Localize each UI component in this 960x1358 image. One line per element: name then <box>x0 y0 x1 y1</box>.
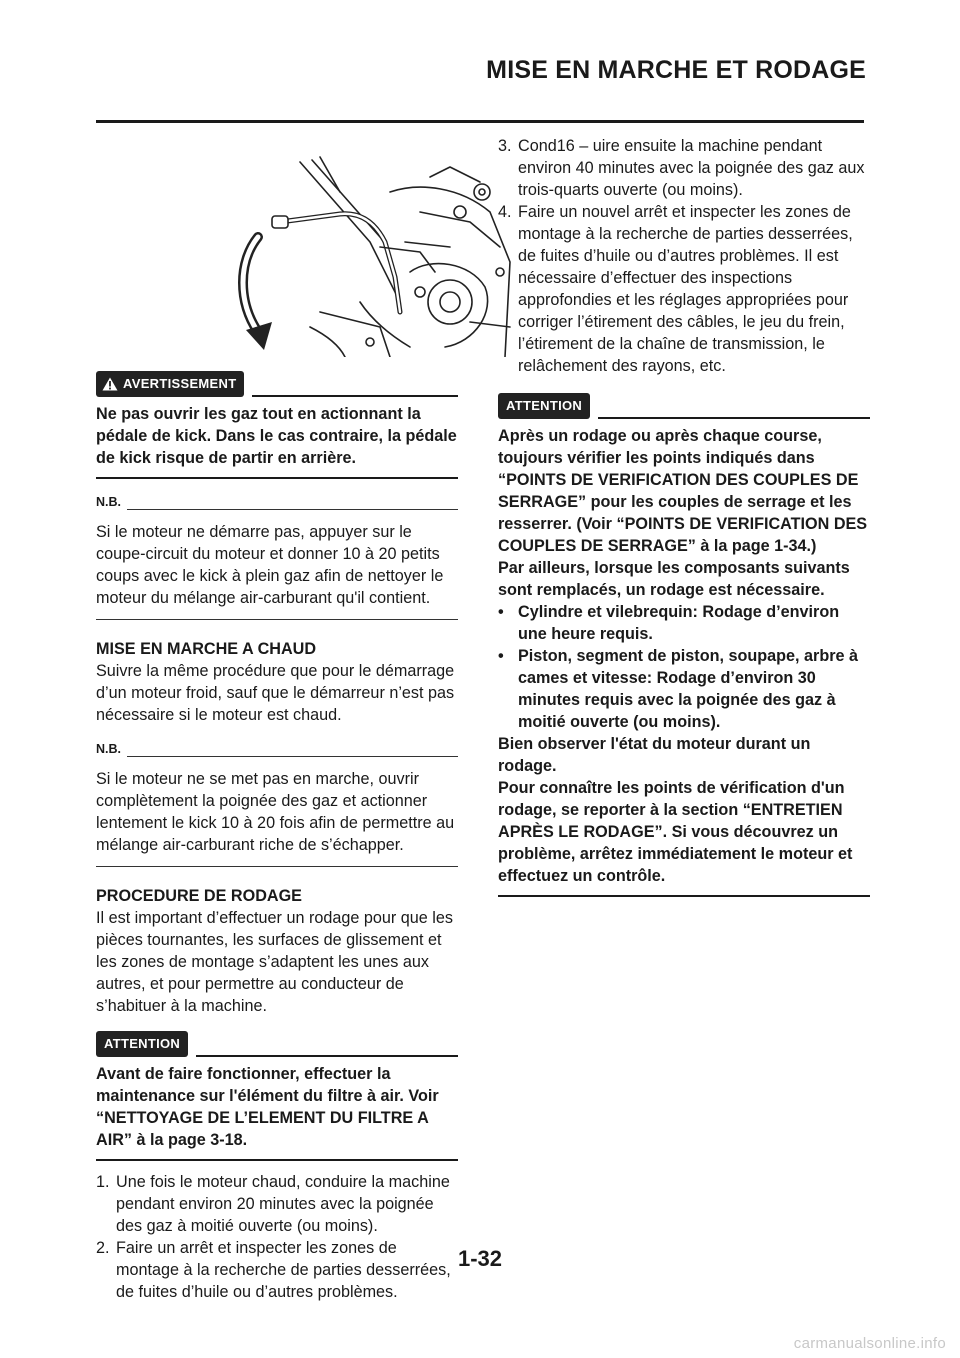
note-header <box>96 738 458 760</box>
section-title-break-in: PROCEDURE DE RODAGE <box>96 887 302 905</box>
warning-header <box>96 371 458 397</box>
step-number: 1. <box>96 1173 110 1191</box>
attention-badge: ATTENTION <box>498 393 590 419</box>
warning-triangle-icon <box>102 377 118 391</box>
break-in-steps <box>96 1171 458 1303</box>
attention-paragraph: Par ailleurs, lorsque les composants suivants sont remplacés, un rodage est nécessaire. <box>498 559 850 599</box>
list-item <box>498 601 870 645</box>
step-text: Faire un arrêt et inspecter les zones de montage à la recherche de parties desserrées, de fuites d’huile ou d’autres problèmes. <box>116 1239 451 1301</box>
note-end-rule <box>96 866 458 867</box>
attention-header <box>498 393 870 419</box>
note-header <box>96 491 458 513</box>
bullet-symbol: • <box>498 603 504 621</box>
attention-badge: ATTENTION <box>96 1031 188 1057</box>
note-rule <box>127 756 458 757</box>
attention-paragraph: Bien observer l'état du moteur durant un rodage. <box>498 735 811 775</box>
attention-end-rule <box>96 1159 458 1161</box>
warm-start-text: Suivre la même procédure que pour le démarrage d’un moteur froid, sauf que le démarreur n’est pas nécessaire si le moteur est chaud. <box>96 662 455 724</box>
attention-header <box>96 1031 458 1057</box>
step-number: 3. <box>498 137 512 155</box>
attention-rule <box>196 1055 458 1057</box>
watermark: carmanualsonline.info <box>793 1335 946 1352</box>
section-title-warm-start: MISE EN MARCHE A CHAUD <box>96 640 317 658</box>
right-column <box>498 135 870 897</box>
step-number: 4. <box>498 203 512 221</box>
attention-end-rule <box>498 895 870 897</box>
step-text: Faire un nouvel arrêt et inspecter les zones de montage à la recherche de parties desserrées, de fuites d’huile ou d’autres problèmes. Il est nécessaire d’effectuer des inspections approfondies et les réglages appropriées pour corriger l’étirement des câbles, le jeu du frein, l’étirement de la chaîne de transmission, le relâchement des rayons, etc. <box>518 203 853 375</box>
warning-text: Ne pas ouvrir les gaz tout en actionnant la pédale de kick. Dans le cas contraire, la pédale de kick risque de partir en arrière. <box>96 405 457 467</box>
list-item <box>498 645 870 733</box>
warning-end-rule <box>96 477 458 479</box>
break-in-steps-continued <box>498 135 870 377</box>
note-label: N.B. <box>96 495 121 509</box>
page-title: MISE EN MARCHE ET RODAGE <box>486 56 866 84</box>
break-in-text: Il est important d’effectuer un rodage pour que les pièces tournantes, les surfaces de glissement et les zones de montage s’adaptent les unes aux autres, et pour permettre au conducteur de s’habituer à la machine. <box>96 909 453 1015</box>
step-text: Cond16 – uire ensuite la machine pendant environ 40 minutes avec la poignée des gaz aux trois-quarts ouverte (ou moins). <box>518 137 865 199</box>
list-item <box>498 201 870 377</box>
note-text: Si le moteur ne se met pas en marche, ouvrir complètement la poignée des gaz et actionner lentement le kick 10 à 20 fois afin de permettre au mélange air-carburant riche de s’échapper. <box>96 770 455 854</box>
bullet-text: Piston, segment de piston, soupape, arbre à cames et vitesse: Rodage d’environ 30 minutes requis avec la poignée des gaz à moitié ouverte (ou moins). <box>518 647 859 731</box>
note-end-rule <box>96 619 458 620</box>
list-item <box>498 135 870 201</box>
attention-rule <box>598 417 870 419</box>
warning-label: AVERTISSEMENT <box>123 376 237 391</box>
attention-text: Avant de faire fonctionner, effectuer la maintenance sur l'élément du filtre à air. Voir “NETTOYAGE DE L’ELEMENT DU FILTRE A AIR” à la page 3-18. <box>96 1065 439 1149</box>
bullet-symbol: • <box>498 647 504 665</box>
kick-pedal-illustration <box>220 152 520 357</box>
note-rule <box>127 509 458 510</box>
attention-paragraph: Après un rodage ou après chaque course, toujours vérifier les points indiqués dans “POINTS DE VERIFICATION DES COUPLES DE SERRAGE” pour les couples de serrage et les resserrer. (Voir “POINTS DE VERIFICATION DES COUPLES DE SERRAGE” à la page 1-34.) <box>498 427 868 555</box>
page-number: 1-32 <box>457 1246 503 1271</box>
warning-rule <box>252 395 458 397</box>
warning-badge <box>96 371 244 397</box>
header-rule <box>96 120 864 123</box>
attention-text-block <box>498 425 870 887</box>
list-item <box>96 1171 458 1237</box>
bullet-text: Cylindre et vilebrequin: Rodage d’environ une heure requis. <box>518 603 840 643</box>
note-text: Si le moteur ne démarre pas, appuyer sur le coupe-circuit du moteur et donner 10 à 20 petits coups avec le kick à plein gaz afin de nettoyer le moteur du mélange air-carburant qu'il contient. <box>96 523 444 607</box>
attention-paragraph: Pour connaître les points de vérification d'un rodage, se reporter à la section “ENTRETIEN APRÈS LE RODAGE”. Si vous découvrez un problème, arrêtez immédiatement le moteur et effectuez un contrôle. <box>498 779 853 885</box>
step-number: 2. <box>96 1239 110 1257</box>
left-column <box>96 132 458 1303</box>
note-label: N.B. <box>96 742 121 756</box>
step-text: Une fois le moteur chaud, conduire la machine pendant environ 20 minutes avec la poignée des gaz à moitié ouverte (ou moins). <box>116 1173 450 1235</box>
